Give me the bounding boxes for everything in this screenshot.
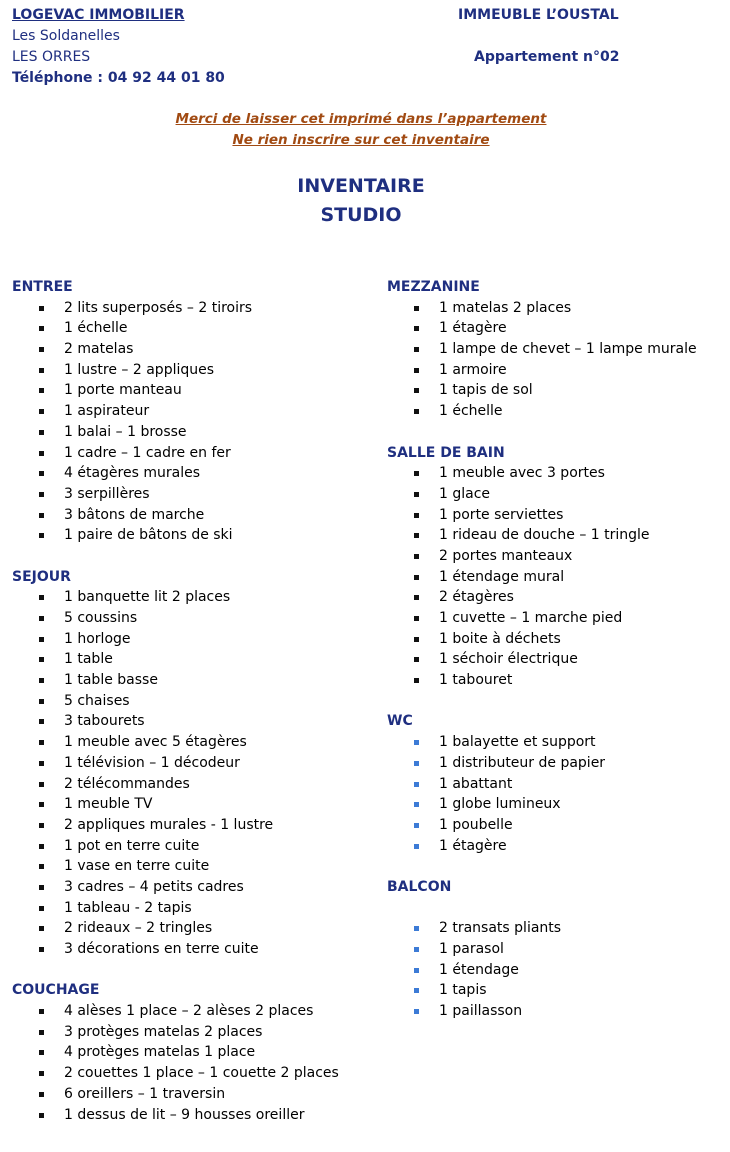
list-item: 1 poubelle [387, 815, 717, 836]
list-item: 6 oreillers – 1 traversin [12, 1084, 372, 1105]
list-item: 1 tapis [387, 980, 717, 1001]
notice-line-1: Merci de laisser cet imprimé dans l’appartement [175, 111, 547, 127]
section-couchage [12, 980, 372, 1125]
list-item: 3 décorations en terre cuite [12, 939, 372, 960]
section-heading: SALLE DE BAIN [387, 444, 505, 461]
list-item: 1 échelle [12, 318, 372, 339]
list-item: 1 cuvette – 1 marche pied [387, 608, 717, 629]
list-item: 1 meuble avec 5 étagères [12, 732, 372, 753]
list-item: 1 banquette lit 2 places [12, 587, 372, 608]
list-item: 1 cadre – 1 cadre en fer [12, 443, 372, 464]
section-heading: ENTREE [12, 279, 73, 295]
list-item: 1 lampe de chevet – 1 lampe murale [387, 339, 717, 360]
list-item: 1 échelle [387, 401, 717, 422]
list-item: 1 porte manteau [12, 380, 372, 401]
apartment-number: Appartement n°02 [474, 49, 620, 65]
list-item: 2 couettes 1 place – 1 couette 2 places [12, 1063, 372, 1084]
list-item: 3 protèges matelas 2 places [12, 1022, 372, 1043]
list-item: 4 étagères murales [12, 463, 372, 484]
list-item: 2 rideaux – 2 tringles [12, 918, 372, 939]
list-item: 1 parasol [387, 939, 717, 960]
right-column [387, 277, 717, 1042]
list-item: 1 dessus de lit – 9 housses oreiller [12, 1105, 372, 1126]
list-item: 1 télévision – 1 décodeur [12, 753, 372, 774]
list-item: 1 balayette et support [387, 732, 717, 753]
page-title [0, 172, 722, 230]
section-heading: COUCHAGE [12, 982, 100, 999]
spacer [387, 898, 717, 919]
list-item: 1 meuble TV [12, 794, 372, 815]
list-item: 1 rideau de douche – 1 tringle [387, 525, 717, 546]
list-item: 1 armoire [387, 360, 717, 381]
list-item: 5 coussins [12, 608, 372, 629]
list-item: 3 bâtons de marche [12, 505, 372, 526]
list-item: 2 matelas [12, 339, 372, 360]
list-item: 5 chaises [12, 691, 372, 712]
company-address-line-2: LES ORRES [12, 49, 91, 65]
left-column [12, 277, 372, 1146]
list-item: 3 tabourets [12, 711, 372, 732]
company-address-line-1: Les Soldanelles [12, 28, 120, 44]
list-item: 2 lits superposés – 2 tiroirs [12, 298, 372, 319]
list-item: 4 alèses 1 place – 2 alèses 2 places [12, 1001, 372, 1022]
list-item: 1 abattant [387, 774, 717, 795]
notice-line-2: Ne rien inscrire sur cet inventaire [232, 132, 490, 148]
company-block [12, 5, 225, 89]
list-item: 2 étagères [387, 587, 717, 608]
list-item: 3 serpillères [12, 484, 372, 505]
list-item: 1 matelas 2 places [387, 298, 717, 319]
item-list [12, 1001, 372, 1125]
section-heading: MEZZANINE [387, 279, 480, 295]
company-name: LOGEVAC IMMOBILIER [12, 7, 185, 23]
item-list [12, 587, 372, 959]
list-item: 1 distributeur de papier [387, 753, 717, 774]
list-item: 2 télécommandes [12, 774, 372, 795]
list-item: 1 porte serviettes [387, 505, 717, 526]
item-list [387, 732, 717, 856]
section-heading: SEJOUR [12, 568, 71, 585]
notice [0, 109, 722, 151]
list-item: 1 paillasson [387, 1001, 717, 1022]
list-item: 1 horloge [12, 629, 372, 650]
list-item: 1 table basse [12, 670, 372, 691]
list-item: 1 lustre – 2 appliques [12, 360, 372, 381]
list-item: 1 vase en terre cuite [12, 856, 372, 877]
list-item: 1 balai – 1 brosse [12, 422, 372, 443]
item-list [387, 298, 717, 422]
list-item: 1 tabouret [387, 670, 717, 691]
list-item: 1 étagère [387, 318, 717, 339]
list-item: 2 transats pliants [387, 918, 717, 939]
list-item: 1 séchoir électrique [387, 649, 717, 670]
section-heading: BALCON [387, 878, 452, 895]
section-balcon [387, 877, 717, 1022]
list-item: 4 protèges matelas 1 place [12, 1042, 372, 1063]
company-phone: Téléphone : 04 92 44 01 80 [12, 70, 225, 86]
list-item: 2 appliques murales - 1 lustre [12, 815, 372, 836]
list-item: 1 meuble avec 3 portes [387, 463, 717, 484]
list-item: 1 paire de bâtons de ski [12, 525, 372, 546]
list-item: 1 table [12, 649, 372, 670]
building-name: IMMEUBLE L’OUSTAL [458, 7, 619, 23]
list-item: 1 pot en terre cuite [12, 836, 372, 857]
list-item: 1 tableau - 2 tapis [12, 898, 372, 919]
item-list [12, 298, 372, 546]
item-list [387, 463, 717, 691]
list-item: 1 boite à déchets [387, 629, 717, 650]
list-item: 1 étagère [387, 836, 717, 857]
list-item: 1 étendage mural [387, 567, 717, 588]
list-item: 3 cadres – 4 petits cadres [12, 877, 372, 898]
list-item: 1 tapis de sol [387, 380, 717, 401]
section-wc [387, 711, 717, 856]
section-salle-de-bain [387, 443, 717, 691]
list-item: 1 étendage [387, 960, 717, 981]
title-line-1: INVENTAIRE [297, 175, 425, 197]
list-item: 1 globe lumineux [387, 794, 717, 815]
list-item: 1 glace [387, 484, 717, 505]
section-mezzanine [387, 277, 717, 422]
section-heading: WC [387, 713, 413, 730]
section-sejour [12, 567, 372, 960]
title-line-2: STUDIO [320, 204, 402, 226]
list-item: 1 aspirateur [12, 401, 372, 422]
list-item: 2 portes manteaux [387, 546, 717, 567]
item-list [387, 918, 717, 1021]
section-entree [12, 277, 372, 546]
